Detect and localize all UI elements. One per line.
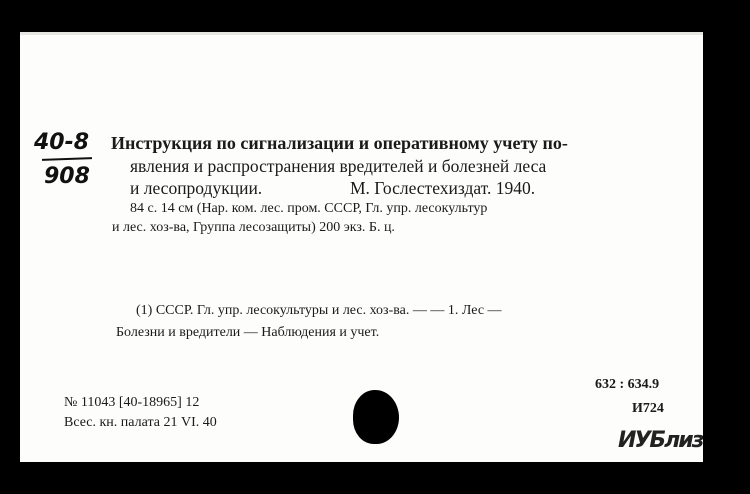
title-line-2: явления и распространения вредителей и болезней леса [130,156,547,176]
registry-number: № 11043 [40-18965] 12 [64,395,200,410]
classification-index: 632 : 634.9 [595,377,660,392]
description-line-2: и лес. хоз-ва, Группа лесозащиты) 200 экз. Б. ц. [112,220,395,235]
call-number-divider [42,157,92,161]
chamber-note: Всес. кн. палата 21 VI. 40 [64,415,217,430]
call-number-top: 40-8 [34,130,90,155]
call-number-bottom: 908 [44,164,90,189]
description-line-1: 84 с. 14 см (Нар. ком. лес. пром. СССР, Гл. упр. лесокультур [130,201,488,216]
catalog-card [20,32,703,462]
title-line-3b: М. Гослестехиздат. 1940. [350,178,536,198]
title-line-1: Инструкция по сигнализации и оперативному учету по- [111,133,568,153]
ink-blot [353,390,399,444]
handwritten-mark: ИУБлиз [618,428,703,453]
title-line-3a: и лесопродукции. [130,178,263,198]
author-mark: И724 [632,401,664,416]
card-top-edge [20,32,703,35]
subjects-line-1: (1) СССР. Гл. упр. лесокультуры и лес. хоз-ва. — — 1. Лес — [136,303,502,318]
subjects-line-2: Болезни и вредители — Наблюдения и учет. [116,325,380,340]
